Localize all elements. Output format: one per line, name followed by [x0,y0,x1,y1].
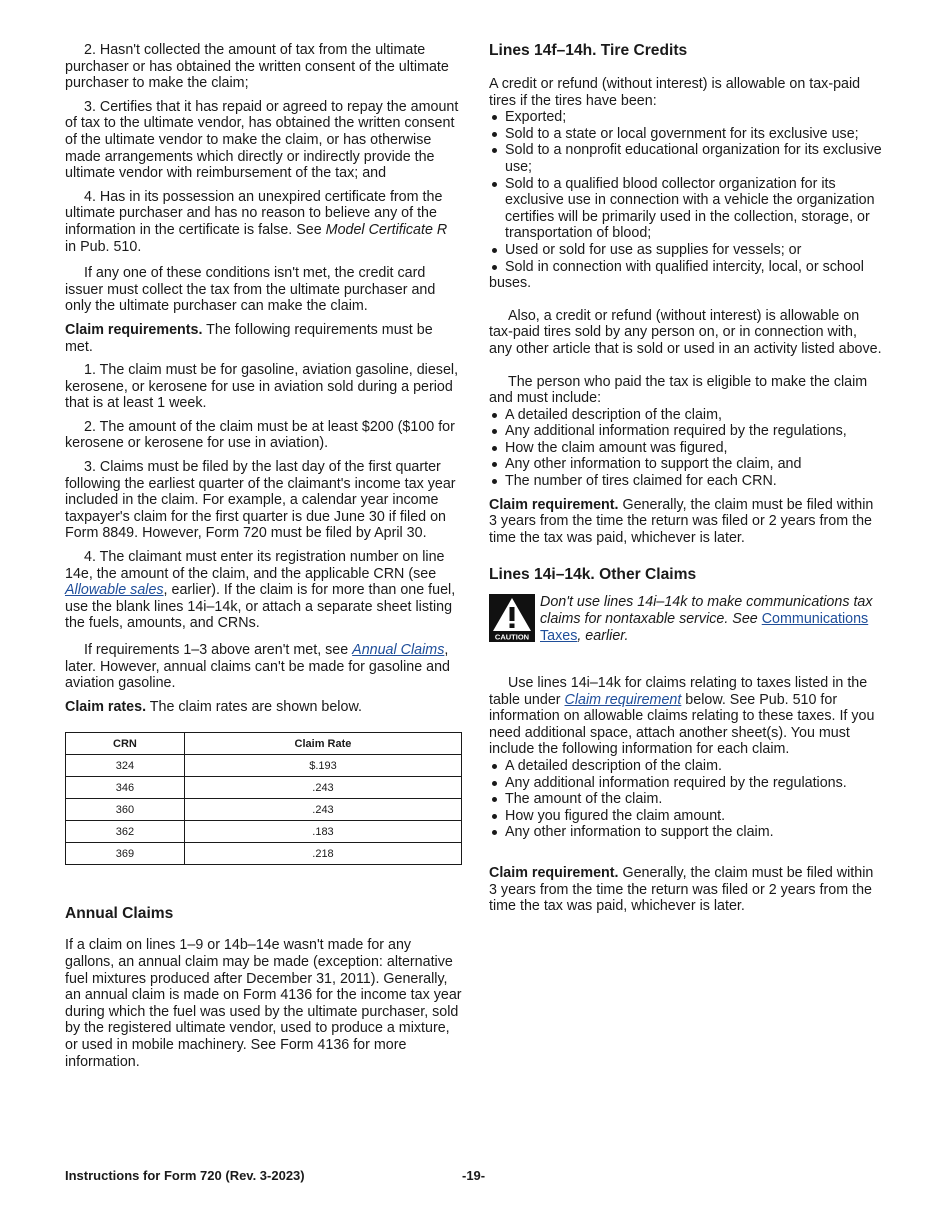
annual-claims-title: Annual Claims [65,905,174,923]
tire-credits-title: Lines 14f–14h. Tire Credits [489,42,688,59]
list-item: Sold to a state or local government for its exclusive use; [489,126,882,143]
use-lines-paragraph: Use lines 14i–14k for claims relating to taxes listed in the table under Claim requirement below. See Pub. 510 for information on allowable claims relating to these taxes. If you need additional space, attach another sheet(s). You must include the following information for each claim. [489,675,875,758]
list-item: Any additional information required by the regulations. [489,775,882,792]
requirement-2: 2. The amount of the claim must be at least $200 ($100 for kerosene or kerosene for use in aviation). [65,418,455,452]
claim-requirement-other: Claim requirement. Generally, the claim must be filed within 3 years from the time the return was filed or 2 years from the time the tax was paid, whichever is later. [489,864,874,915]
caution-icon [489,594,535,647]
claim-requirements-heading: Claim requirements. [65,321,203,338]
annual-claims-text: If a claim on lines 1–9 or 14b–14e wasn't made for any gallons, an annual claim may be made (exception: alternative fuel mixtures produced after December 31, 2011). Generally, an annual claim is made on Form 4136 for the income tax year during which the fuel was used by the ultimate purchaser, sold by the registered ultimate vendor, used to produce a mixture, or used in mobile machinery. See Form 4136 for more information. [65,937,462,1070]
list-item: Any other information to support the claim. [489,824,882,841]
requirement-1: 1. The claim must be for gasoline, aviation gasoline, diesel, kerosene, or kerosene for use in aviation sold during a period that is at least 1 week. [65,362,459,412]
right-column [489,42,882,922]
claim-requirement-heading-2: Claim requirement. [489,864,619,881]
list-item: A detailed description of the claim, [489,407,882,424]
requirement-4: 4. The claimant must enter its registration number on line 14e, the amount of the claim, and the applicable CRN (see Allowable sales, earlier). If the claim is for more than one fuel, use the blank lines 14i–14k, or attach a separate sheet listing the fuels, amounts, and CRNs. [65,549,456,632]
claim-rates: Claim rates. The claim rates are shown below. [65,698,362,715]
table-row: 362 .183 [66,821,462,843]
person-list [489,407,882,490]
page-footer [65,1168,882,1185]
condition-3: 3. Certifies that it has repaid or agreed to repay the amount of tax to the ultimate vendor, has obtained the written consent of the ultimate vendor to make the claim, or has otherwise made arrangements which directly or indirectly provide the ultimate vendor with reimbursement of the tax; and [65,98,459,182]
table-row: 324 $.193 [66,755,462,777]
table-row: 346 .243 [66,777,462,799]
list-item: Used or sold for use as supplies for vessels; or [489,242,882,259]
annual-claims-link[interactable]: Annual Claims [352,642,445,658]
also-paragraph: Also, a credit or refund (without interest) is allowable on tax-paid tires sold by any person on, or in connection with, any other article that is sold or used in an activity listed above. [489,307,882,357]
list-item: A detailed description of the claim. [489,758,882,775]
condition-4: 4. Has in its possession an unexpired certificate from the ultimate purchaser and has no reason to believe any of the information in the certificate is false. See Model Certificate R in Pub. 510. [65,188,448,255]
claim-requirement-tires: Claim requirement. Generally, the claim must be filed within 3 years from the time the return was filed or 2 years from the time the tax was paid, whichever is later. [489,496,874,546]
list-item: Sold to a qualified blood collector organization for its exclusive use in connection with a vehicle the organization certifies will be primarily used in the collection, storage, or transportation of blood; [489,176,882,242]
claim-requirement-heading: Claim requirement. [489,496,619,513]
use-list [489,758,882,841]
tire-intro: A credit or refund (without interest) is allowable on tax-paid tires if the tires have been: [489,76,861,109]
caution-label: CAUTION [494,632,530,642]
claim-requirement-link[interactable]: Claim requirement [564,691,682,708]
table-header-claim-rate: Claim Rate [184,733,461,755]
table-row: 360 .243 [66,799,462,821]
list-item: Any other information to support the claim, and [489,456,882,473]
table-row: 369 .218 [66,843,462,865]
list-item: Sold in connection with qualified intercity, local, or school buses. [489,259,882,292]
tire-list [489,109,882,292]
conditions-note: If any one of these conditions isn't met, the credit card issuer must collect the tax from the ultimate purchaser and only the ultimate purchaser can make the claim. [65,265,436,315]
claim-requirements: Claim requirements. The following requirements must be met. [65,321,433,355]
list-item: Any additional information required by the regulations, [489,423,882,440]
caution-box [489,594,882,647]
table-header-crn: CRN [66,733,185,755]
list-item: Sold to a nonprofit educational organization for its exclusive use; [489,142,882,175]
communications-taxes-link[interactable]: Communications Taxes [540,611,869,644]
list-item: How the claim amount was figured, [489,440,882,457]
claim-rates-heading: Claim rates. [65,698,147,715]
claim-rates-table [65,732,462,865]
if-requirements-note: If requirements 1–3 above aren't met, see Annual Claims, later. However, annual claims can't be made for gasoline and aviation gasoline. [65,642,450,692]
left-column [65,42,462,1077]
person-paragraph: The person who paid the tax is eligible to make the claim and must include: [489,373,868,407]
condition-2: 2. Hasn't collected the amount of tax from the ultimate purchaser or has obtained the written consent of the ultimate purchaser to make the claim; [65,42,449,92]
list-item: The amount of the claim. [489,791,882,808]
caution-text: Don't use lines 14i–14k to make communications tax claims for nontaxable service. See Communications Taxes, earlier. [540,594,873,644]
other-claims-title: Lines 14i–14k. Other Claims [489,566,697,584]
footer-form-title: Instructions for Form 720 (Rev. 3-2023) [65,1168,305,1183]
list-item: How you figured the claim amount. [489,808,882,825]
allowable-sales-link[interactable]: Allowable sales [65,582,164,599]
requirement-3: 3. Claims must be filed by the last day of the first quarter following the earliest quarter of the claimant's income tax year included in the claim. For example, a calendar year income taxpayer's claim for the first quarter is due June 30 if filed on Form 8849. However, Form 720 must be filed by April 30. [65,459,456,542]
list-item: Exported; [489,109,882,126]
list-item: The number of tires claimed for each CRN. [489,473,882,490]
page-number: -19- [462,1168,486,1183]
